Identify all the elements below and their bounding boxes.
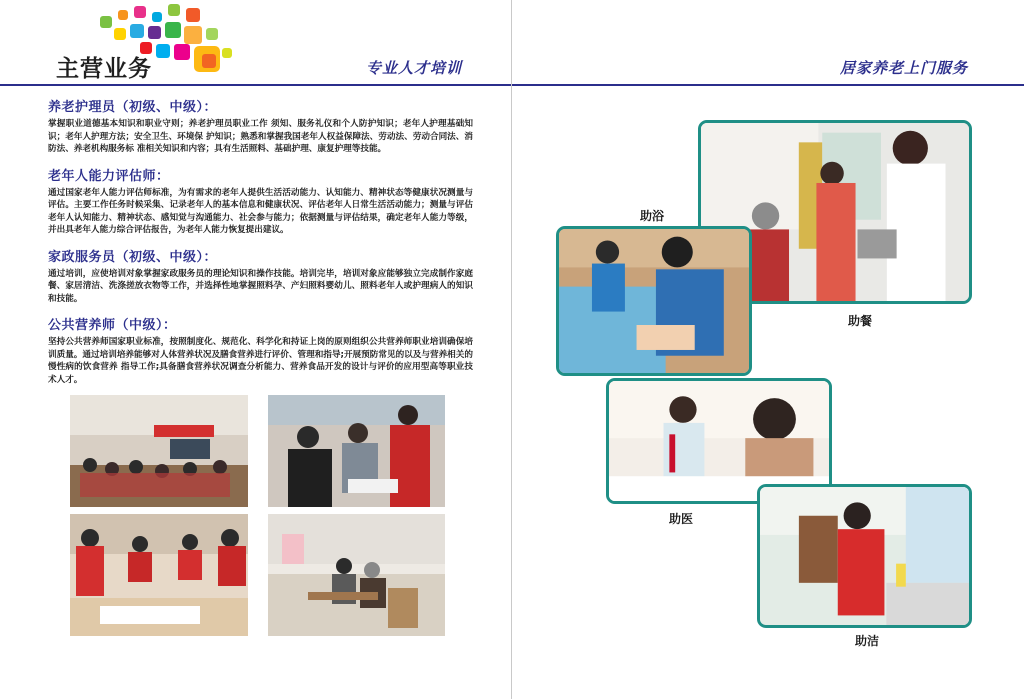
section-title: 老年人能力评估师： — [48, 168, 170, 184]
caption-meal: 助餐 — [848, 314, 873, 328]
section-nutritionist — [48, 314, 473, 386]
section-body: 通过培训，应使培训对象掌握家政服务员的理论知识和操作技能。培训完毕，培训对象应能够独立完成制作家庭餐、家居清洁、洗涤搓放衣物等工作，并选择性地掌握照料孕、产妇照料婴幼儿、照料老年人或护理病人的知识和技能。 — [48, 268, 473, 304]
section-body: 坚持公共营养师国家职业标准，按照制度化、规范化、科学化和持证上岗的原则组织公共营养师职业培训确保培训质量。通过培训培养能够对人体营养状况及膳食营养进行评价、管理和指导;开展预防常见的以及与营养相关的慢性病的饮食营养 指导工作;具备膳食营养状况调查分析能力、营养食品开发的设计与评价的应用型高等职业技术人才。 — [48, 337, 473, 385]
photo-practical-class — [268, 395, 445, 507]
section-title: 公共营养师（中级）： — [48, 318, 177, 333]
photo-care-practice — [70, 514, 248, 636]
caption-medical: 助医 — [669, 512, 694, 526]
photo-classroom-lecture — [70, 395, 248, 507]
section-body: 掌握职业道德基本知识和职业守则；养老护理员职业工作 须知、服务礼仪和个人防护知识；老年人护理基础知识；老年人护理方法；安全卫生、环境保 护知识；熟悉和掌握我国老年人权益保障法、劳动法、劳动合同法、消防法、养老机构服务标 准相关知识和内容；具有生活照料、基础护理、康复护理等技能。 — [48, 119, 473, 154]
caption-bath: 助浴 — [640, 209, 665, 223]
section-body: 通过国家老年人能力评估师标准，为有需求的老年人提供生活活动能力、认知能力、精神状态等健康状况测量与评估。主要工作任务时候采集、记录老年人的基本信息和健康状况、评估老年人日常生活活动能力；测量与评估老年人认知能力、精神状态、感知觉与沟通能力、社会参与能力；依据测量与评估结果，确定老年人能力等级，并出具老年人能力综合评估报告，为老年人能力恢复提出建议。 — [48, 187, 473, 235]
photo-bath-assistance — [556, 226, 752, 376]
header-divider — [0, 84, 512, 86]
brand-title: 主营业务 — [56, 56, 152, 82]
section-title: 家政服务员（初级、中级）： — [48, 249, 218, 265]
section-elderly-caregiver — [48, 96, 473, 156]
section-ability-assessor — [48, 165, 473, 237]
section-header-training: 专业人才培训 — [366, 59, 463, 77]
section-title: 养老护理员（初级、中级）： — [48, 100, 218, 115]
section-header-home-care: 居家养老上门服务 — [840, 59, 969, 77]
training-sections — [48, 96, 473, 395]
header-divider — [512, 84, 1024, 86]
photo-cleaning-assistance — [757, 484, 972, 628]
photo-assessment-session — [268, 514, 445, 636]
right-page — [512, 0, 1024, 699]
section-housekeeping — [48, 246, 473, 306]
caption-cleaning: 助洁 — [855, 634, 880, 648]
